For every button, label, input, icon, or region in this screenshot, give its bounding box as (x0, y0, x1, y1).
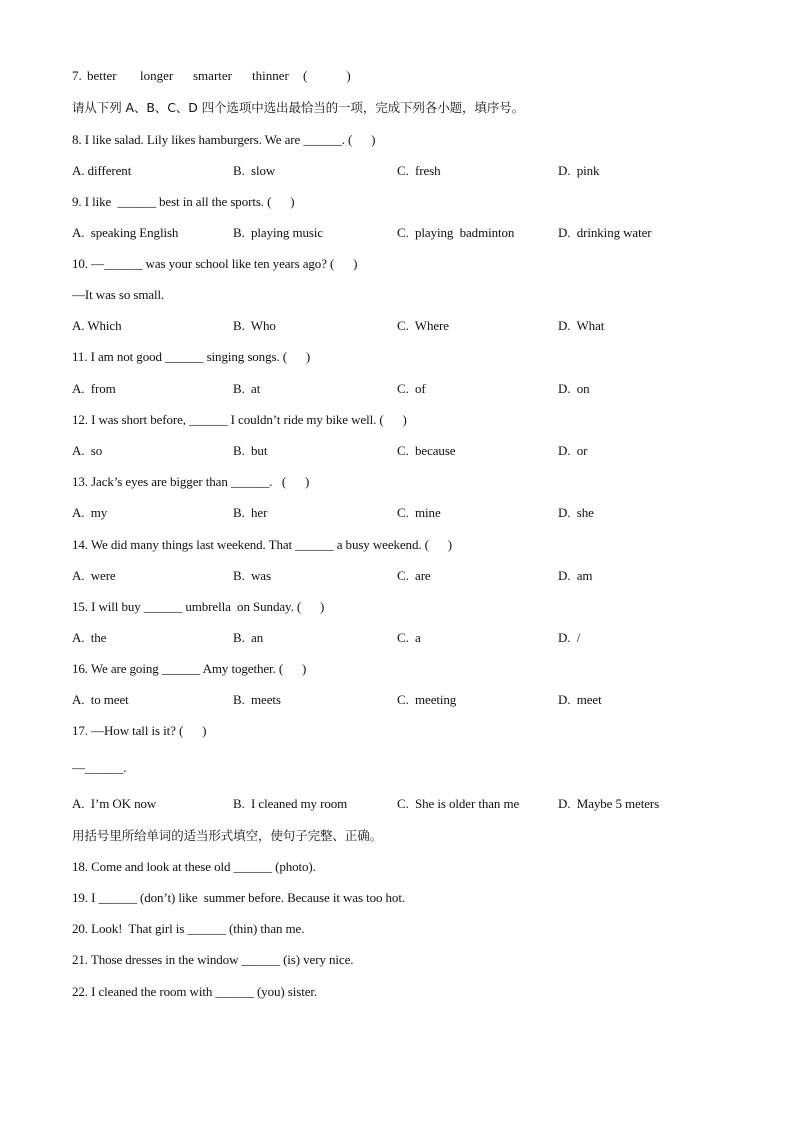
fill-question-20: 20. Look! That girl is ______ (thin) than me. (72, 921, 305, 936)
option-d: D. Maybe 5 meters (558, 796, 660, 811)
question-14-stem: 14. We did many things last weekend. That ______ a busy weekend. ( ) (72, 537, 453, 552)
option-a: A. so (72, 443, 103, 458)
fill-question-18: 18. Come and look at these old ______ (photo). (72, 859, 316, 874)
question-16-stem: 16. We are going ______ Amy together. ( ) (72, 661, 307, 676)
option-b: B. but (233, 443, 268, 458)
option-c: C. Where (397, 318, 449, 333)
option-a: A. Which (72, 318, 122, 333)
option-c: C. are (397, 568, 431, 583)
q7-word-2: longer (140, 68, 174, 83)
option-a: A. were (72, 568, 116, 583)
q7-number: 7. (72, 68, 82, 83)
section-fill-instruction: 用括号里所给单词的适当形式填空，使句子完整、正确。 (72, 828, 383, 843)
option-b: B. meets (233, 692, 281, 707)
option-d: D. drinking water (558, 225, 652, 240)
question-13-stem: 13. Jack’s eyes are bigger than ______. ( ) (72, 474, 310, 489)
option-d: D. What (558, 318, 605, 333)
option-c: C. of (397, 381, 426, 396)
option-c: C. She is older than me (397, 796, 520, 811)
option-d: D. am (558, 568, 593, 583)
option-a: A. I’m OK now (72, 796, 157, 811)
option-a: A. from (72, 381, 116, 396)
option-d: D. she (558, 505, 594, 520)
option-b: B. I cleaned my room (233, 796, 348, 811)
option-d: D. on (558, 381, 590, 396)
question-17-stem: 17. —How tall is it? ( ) (72, 723, 207, 738)
fill-question-21: 21. Those dresses in the window ______ (is) very nice. (72, 952, 354, 967)
option-c: C. because (397, 443, 456, 458)
question-10-dialogue: —It was so small. (72, 287, 165, 302)
fill-question-22: 22. I cleaned the room with ______ (you) sister. (72, 984, 318, 999)
option-a: A. to meet (72, 692, 129, 707)
option-c: C. a (397, 630, 421, 645)
question-12-stem: 12. I was short before, ______ I couldn’t ride my bike well. ( ) (72, 412, 407, 427)
option-c: C. playing badminton (397, 225, 515, 240)
option-a: A. speaking English (72, 225, 179, 240)
option-d: D. meet (558, 692, 602, 707)
option-c: C. fresh (397, 163, 441, 178)
question-15-stem: 15. I will buy ______ umbrella on Sunday. ( ) (72, 599, 325, 614)
q7-answer-paren: ( ) (303, 68, 351, 83)
q7-word-1: better (87, 68, 117, 83)
q7-word-4: thinner (252, 68, 289, 83)
option-b: B. playing music (233, 225, 324, 240)
option-b: B. her (233, 505, 268, 520)
question-17-dialogue: —______. (72, 760, 127, 775)
option-b: B. slow (233, 163, 276, 178)
option-d: D. pink (558, 163, 600, 178)
fill-question-19: 19. I ______ (don’t) like summer before. Because it was too hot. (72, 890, 405, 905)
option-b: B. Who (233, 318, 276, 333)
option-b: B. an (233, 630, 264, 645)
question-11-stem: 11. I am not good ______ singing songs. ( ) (72, 349, 311, 364)
option-c: C. meeting (397, 692, 457, 707)
option-c: C. mine (397, 505, 441, 520)
option-a: A. different (72, 163, 132, 178)
question-8-stem: 8. I like salad. Lily likes hamburgers. We are ______. ( ) (72, 132, 376, 147)
option-b: B. at (233, 381, 261, 396)
question-10-stem: 10. —______ was your school like ten years ago? ( ) (72, 256, 358, 271)
q7-word-3: smarter (193, 68, 232, 83)
option-d: D. / (558, 630, 581, 645)
section-choice-instruction: 请从下列 A、B、C、D 四个选项中选出最恰当的一项，完成下列各小题，填序号。 (72, 100, 525, 115)
option-d: D. or (558, 443, 588, 458)
option-a: A. the (72, 630, 107, 645)
question-9-stem: 9. I like ______ best in all the sports. ( ) (72, 194, 295, 209)
option-a: A. my (72, 505, 108, 520)
option-b: B. was (233, 568, 271, 583)
